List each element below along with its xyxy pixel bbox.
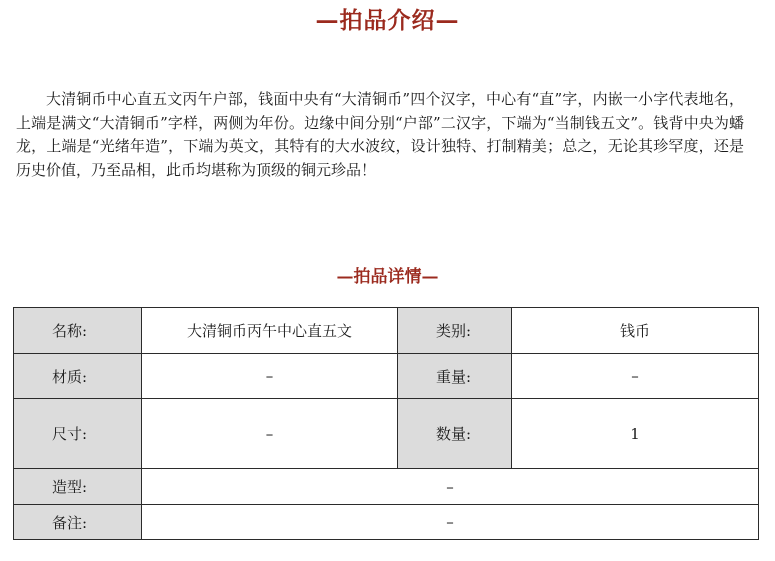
remark-value: – bbox=[142, 505, 759, 540]
detail-row-name bbox=[14, 308, 759, 354]
weight-value: – bbox=[512, 354, 759, 399]
section-title: —拍品详情— bbox=[336, 267, 439, 287]
page-title: —拍品介绍— bbox=[315, 7, 460, 34]
name-label: 名称: bbox=[14, 308, 142, 354]
quantity-value: 1 bbox=[512, 399, 759, 469]
detail-row-shape bbox=[14, 469, 759, 505]
material-label: 材质: bbox=[14, 354, 142, 399]
material-value: – bbox=[142, 354, 398, 399]
detail-table bbox=[13, 307, 759, 540]
category-value: 钱币 bbox=[512, 308, 759, 354]
category-label: 类别: bbox=[398, 308, 512, 354]
shape-label: 造型: bbox=[14, 469, 142, 505]
remark-label: 备注: bbox=[14, 505, 142, 540]
size-label: 尺寸: bbox=[14, 399, 142, 469]
intro-paragraph: 大清铜币中心直五文丙午户部，钱面中央有“大清铜币”四个汉字，中心有“直”字，内嵌一小字代表地名，上端是满文“大清铜币”字样，两侧为年份。边缘中间分别“户部”二汉字，下端为“当制钱五文”。钱背中央为蟠龙，上端是“光绪年造”，下端为英文，其特有的大水波纹，设计独特、打制精美；总之，无论其珍罕度，还是历史价值，乃至品相，此币均堪称为顶级的铜元珍品！ bbox=[16, 90, 744, 179]
detail-row-remark bbox=[14, 505, 759, 540]
size-value: – bbox=[142, 399, 398, 469]
quantity-label: 数量: bbox=[398, 399, 512, 469]
detail-row-size bbox=[14, 399, 759, 469]
weight-label: 重量: bbox=[398, 354, 512, 399]
name-value: 大清铜币丙午中心直五文 bbox=[142, 308, 398, 354]
shape-value: – bbox=[142, 469, 759, 505]
detail-row-material bbox=[14, 354, 759, 399]
